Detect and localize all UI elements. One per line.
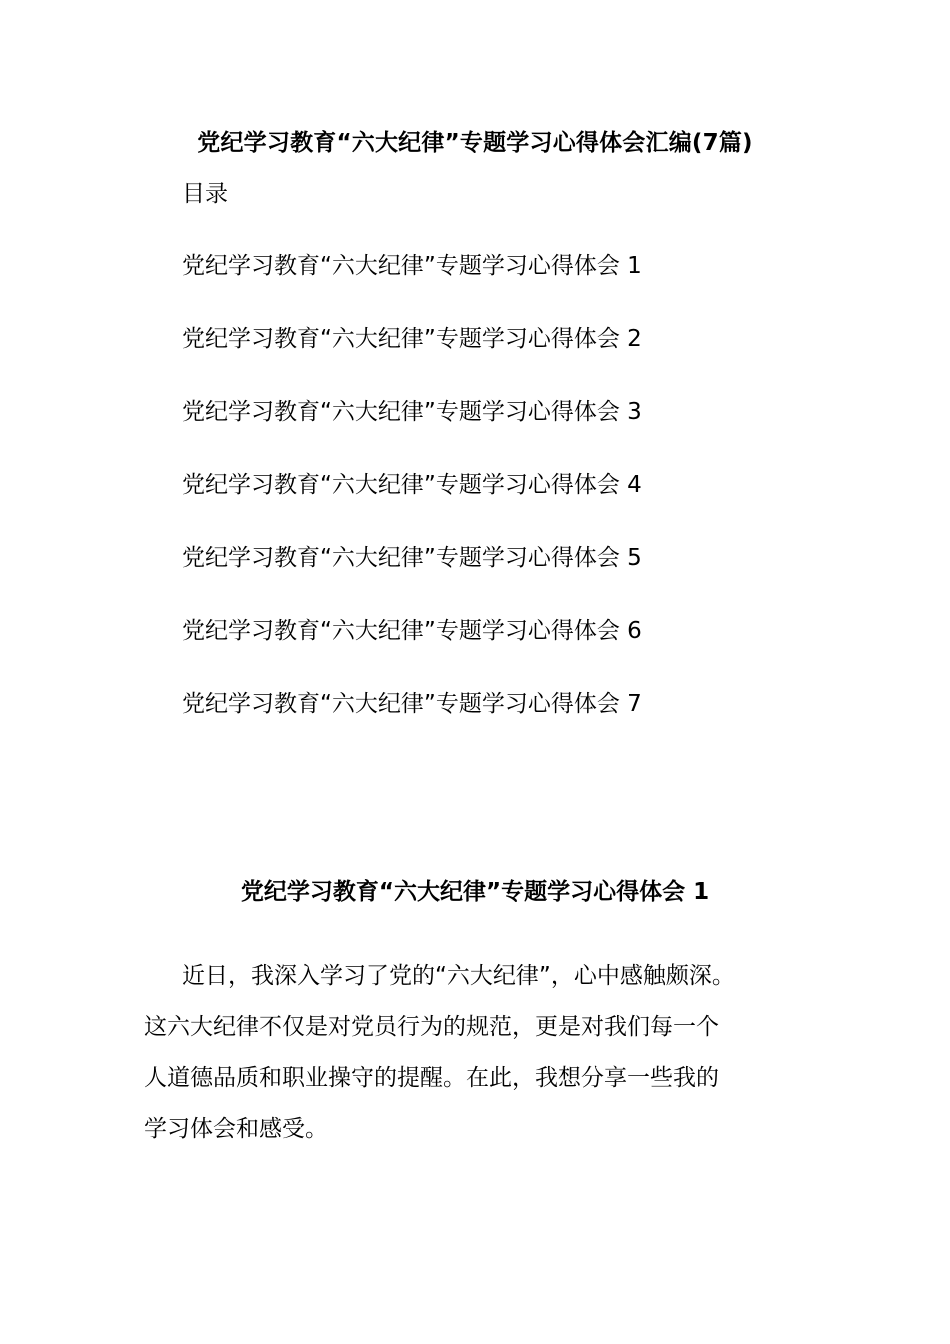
toc-item-1: 党纪学习教育“六大纪律”专题学习心得体会 1: [182, 253, 642, 279]
body-paragraph: [144, 951, 735, 1155]
paragraph-line-4: 学习体会和感受。: [144, 1116, 328, 1142]
section-title: 党纪学习教育“六大纪律”专题学习心得体会 1: [240, 879, 710, 905]
toc-item-5: 党纪学习教育“六大纪律”专题学习心得体会 5: [182, 545, 642, 571]
toc-heading: 目录: [182, 181, 228, 207]
toc-item-4: 党纪学习教育“六大纪律”专题学习心得体会 4: [182, 472, 642, 498]
toc-item-7: 党纪学习教育“六大纪律”专题学习心得体会 7: [182, 691, 642, 717]
document-title: 党纪学习教育“六大纪律”专题学习心得体会汇编(7篇): [197, 130, 753, 156]
toc-item-6: 党纪学习教育“六大纪律”专题学习心得体会 6: [182, 618, 642, 644]
toc-item-3: 党纪学习教育“六大纪律”专题学习心得体会 3: [182, 399, 642, 425]
toc-item-2: 党纪学习教育“六大纪律”专题学习心得体会 2: [182, 326, 642, 352]
paragraph-line-3: 人道德品质和职业操守的提醒。在此，我想分享一些我的: [144, 1065, 719, 1091]
paragraph-line-1: 近日，我深入学习了党的“六大纪律”，心中感触颇深。: [182, 963, 735, 989]
paragraph-line-2: 这六大纪律不仅是对党员行为的规范，更是对我们每一个: [144, 1014, 719, 1040]
table-of-contents: [182, 248, 642, 759]
